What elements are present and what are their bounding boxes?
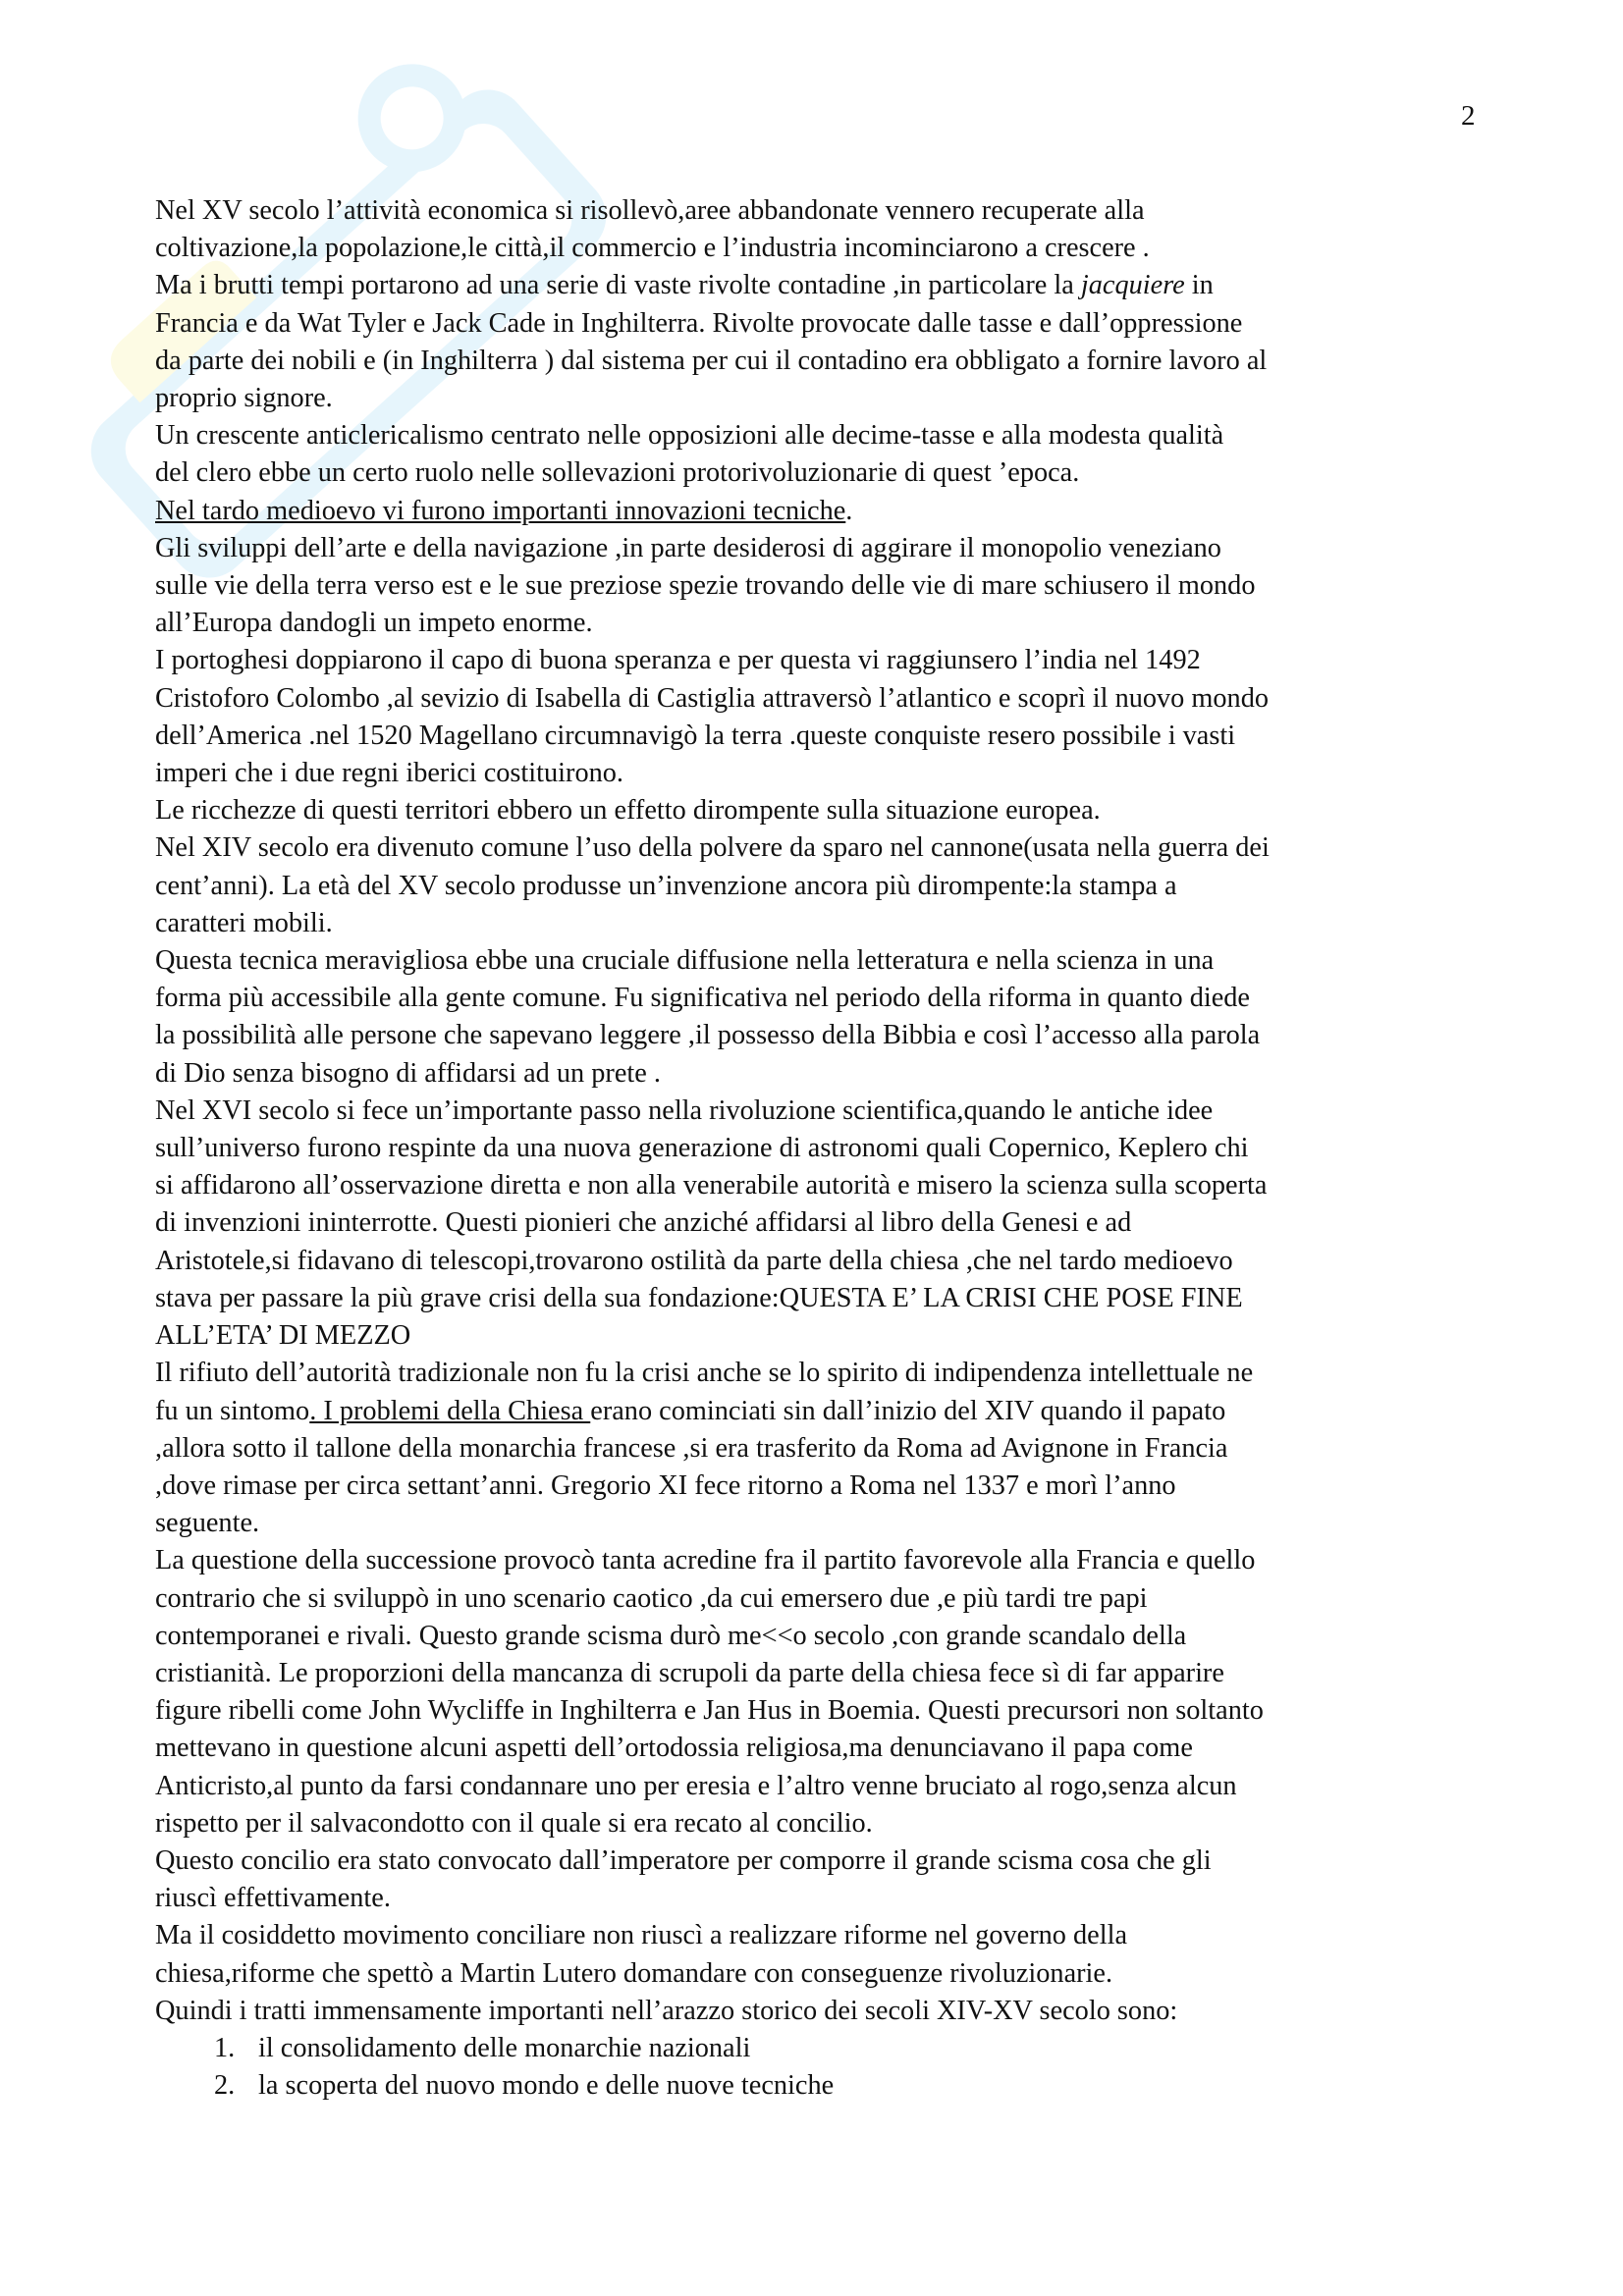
text-line: di invenzioni ininterrotte. Questi pionieri che anziché affidarsi al libro della Genesi e ad [155, 1207, 1132, 1239]
text-line: sulle vie della terra verso est e le sue preziose spezie trovando delle vie di mare schiusero il mondo [155, 570, 1256, 602]
text-line: contemporanei e rivali. Questo grande scisma durò me<<o secolo ,con grande scandalo della [155, 1620, 1187, 1651]
text-line: Aristotele,si fidavano di telescopi,trovarono ostilità da parte della chiesa ,che nel tardo medioevo [155, 1245, 1233, 1276]
underlined-heading-problemi-chiesa: . I problemi della Chiesa [309, 1395, 591, 1426]
summary-list [155, 2030, 1490, 2105]
text-line: seguente. [155, 1508, 260, 1539]
list-item: 2. la scoperta del nuovo mondo e delle nuove tecniche [214, 2070, 835, 2102]
text-line: I portoghesi doppiarono il capo di buona speranza e per questa vi raggiunsero l’india nel 1492 [155, 645, 1201, 676]
text-line: chiesa,riforme che spettò a Martin Lutero domandare con conseguenze rivoluzionarie. [155, 1957, 1113, 1989]
text-line: Un crescente anticlericalismo centrato nelle opposizioni alle decime-tasse e alla modesta qualità [155, 420, 1224, 452]
text-line: cent’anni). La età del XV secolo produsse un’invenzione ancora più dirompente:la stampa a [155, 870, 1177, 901]
text-line: la possibilità alle persone che sapevano leggere ,il possesso della Bibbia e così l’accesso alla parola [155, 1020, 1261, 1051]
document-body [155, 192, 1490, 2105]
text-line: stava per passare la più grave crisi della sua fondazione:QUESTA E’ LA CRISI CHE POSE FINE [155, 1282, 1243, 1313]
text-line: da parte dei nobili e (in Inghilterra ) dal sistema per cui il contadino era obbligato a fornire lavoro al [155, 345, 1268, 376]
text-line: Francia e da Wat Tyler e Jack Cade in Inghilterra. Rivolte provocate dalle tasse e dall’oppressione [155, 307, 1243, 339]
text-line: Nel XVI secolo si fece un’importante passo nella rivoluzione scientifica,quando le antiche idee [155, 1095, 1214, 1126]
text-line: ,allora sotto il tallone della monarchia francese ,si era trasferito da Roma ad Avignone in Francia [155, 1432, 1228, 1464]
text-line: all’Europa dandogli un impeto enorme. [155, 608, 593, 639]
text-line: figure ribelli come John Wycliffe in Inghilterra e Jan Hus in Boemia. Questi precursori non soltanto [155, 1695, 1264, 1727]
text-line: di Dio senza bisogno di affidarsi ad un prete . [155, 1057, 661, 1089]
text-line: ALL’ETA’ DI MEZZO [155, 1320, 411, 1352]
text-line: Ma i brutti tempi portarono ad una serie di vaste rivolte contadine ,in particolare la jacquiere in [155, 270, 1214, 301]
text-line: Il rifiuto dell’autorità tradizionale non fu la crisi anche se lo spirito di indipendenza intellettuale ne [155, 1358, 1254, 1389]
underlined-heading-innovazioni: Nel tardo medioevo vi furono importanti innovazioni tecniche [155, 495, 846, 526]
text-line: Ma il cosiddetto movimento conciliare non riuscì a realizzare riforme nel governo della [155, 1920, 1128, 1951]
text-line: mettevano in questione alcuni aspetti dell’ortodossia religiosa,ma denunciavano il papa come [155, 1733, 1193, 1764]
text-line: Nel tardo medioevo vi furono importanti innovazioni tecniche. [155, 495, 853, 526]
text-line: contrario che si sviluppò in uno scenario caotico ,da cui emersero due ,e più tardi tre papi [155, 1582, 1148, 1614]
jacquiere-word: jacquiere [1080, 270, 1185, 301]
text-line: fu un sintomo. I problemi della Chiesa erano cominciati sin dall’inizio del XIV quando il papato [155, 1395, 1226, 1426]
text-line: si affidarono all’osservazione diretta e non alla venerabile autorità e misero la scienza sulla scoperta [155, 1170, 1268, 1201]
text-line: Anticristo,al punto da farsi condannare uno per eresia e l’altro venne bruciato al rogo,senza alcun [155, 1770, 1237, 1801]
text-line: sull’universo furono respinte da una nuova generazione di astronomi quali Copernico, Keplero chi [155, 1133, 1249, 1164]
text-line: Nel XV secolo l’attività economica si risollevò,aree abbandonate vennero recuperate alla [155, 195, 1145, 226]
text-line: del clero ebbe un certo ruolo nelle sollevazioni protorivoluzionarie di quest ’epoca. [155, 457, 1080, 489]
list-item: 1. il consolidamento delle monarchie nazionali [214, 2032, 751, 2063]
page-number: 2 [1461, 100, 1476, 132]
text-line: cristianità. Le proporzioni della mancanza di scrupoli da parte della chiesa fece sì di far apparire [155, 1657, 1224, 1688]
text-line: riuscì effettivamente. [155, 1883, 391, 1914]
text-line: Nel XIV secolo era divenuto comune l’uso della polvere da sparo nel cannone(usata nella guerra dei [155, 832, 1270, 864]
text-line: imperi che i due regni iberici costituirono. [155, 758, 623, 789]
text-line: Cristoforo Colombo ,al sevizio di Isabella di Castiglia attraversò l’atlantico e scoprì il nuovo mondo [155, 682, 1270, 714]
text-line: Gli sviluppi dell’arte e della navigazione ,in parte desiderosi di aggirare il monopolio veneziano [155, 532, 1221, 563]
text-line: proprio signore. [155, 383, 333, 414]
text-line: rispetto per il salvacondotto con il quale si era recato al concilio. [155, 1807, 873, 1839]
text-line: Le ricchezze di questi territori ebbero un effetto dirompente sulla situazione europea. [155, 795, 1101, 827]
text-line: dell’America .nel 1520 Magellano circumnavigò la terra .queste conquiste resero possibile i vasti [155, 720, 1236, 751]
text-line: forma più accessibile alla gente comune. Fu significativa nel periodo della riforma in quanto diede [155, 983, 1250, 1014]
text-line: caratteri mobili. [155, 907, 333, 938]
text-line: ,dove rimase per circa settant’anni. Gregorio XI fece ritorno a Roma nel 1337 e morì l’anno [155, 1469, 1176, 1501]
text-line: La questione della successione provocò tanta acredine fra il partito favorevole alla Francia e quello [155, 1545, 1256, 1576]
text-line: Quindi i tratti immensamente importanti nell’arazzo storico dei secoli XIV-XV secolo sono: [155, 1995, 1178, 2026]
text-line: Questa tecnica meravigliosa ebbe una cruciale diffusione nella letteratura e nella scienza in una [155, 945, 1215, 977]
text-line: coltivazione,la popolazione,le città,il commercio e l’industria incominciarono a crescere . [155, 233, 1150, 264]
text-line: Questo concilio era stato convocato dall’imperatore per comporre il grande scisma cosa che gli [155, 1844, 1212, 1876]
